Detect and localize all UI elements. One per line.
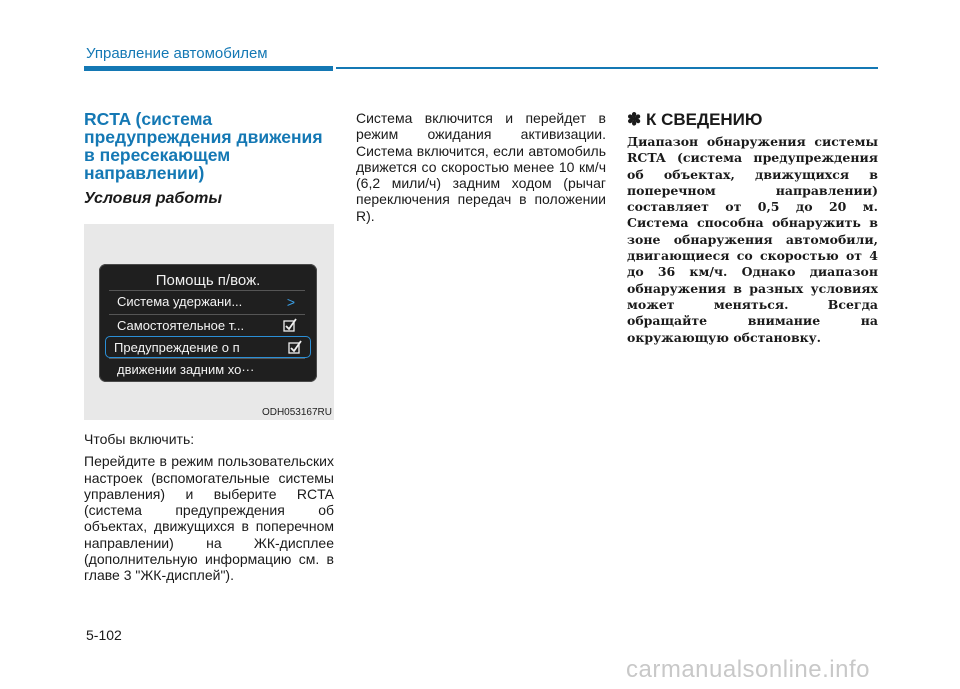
paragraph-system-activation: Система включится и перейдет в режим ожидания активизации. Система включится, если автомобиль движется со скоростью менее 10 км/ч (6,2 мили/ч) задним ходом (рычаг переключения передач в положении R). xyxy=(356,110,606,224)
page-number: 5-102 xyxy=(86,627,122,643)
section-title: RCTA (система предупреждения движения в пересекающем направлении) xyxy=(84,109,323,183)
lcd-screen xyxy=(99,264,317,382)
column-1 xyxy=(84,110,334,584)
figure-code: ODH053167RU xyxy=(261,407,332,418)
menu-item-autonomous-braking xyxy=(109,314,305,336)
column-2 xyxy=(356,110,606,224)
menu-item-label: движении задним хо··· xyxy=(117,362,255,377)
checkbox-checked-icon xyxy=(283,318,297,332)
column-3-note xyxy=(627,110,878,346)
screen-title: Помощь п/вож. xyxy=(155,272,261,289)
menu-item-rcta-selected xyxy=(105,336,311,358)
menu-item-label: Самостоятельное т... xyxy=(117,318,245,333)
note-title: ✽ К СВЕДЕНИЮ xyxy=(627,110,763,129)
menu-item-label: Предупреждение о п xyxy=(114,340,240,355)
watermark: carmanualsonline.info xyxy=(626,656,870,683)
figure-lcd-screenshot xyxy=(84,224,334,420)
header-title: Управление автомобилем xyxy=(86,45,268,62)
menu-item-rcta-continued xyxy=(109,358,305,380)
header-rule-thin xyxy=(336,67,878,69)
note-body: Диапазон обнаружения системы RCTA (система предупреждения об объектах, движущихся в поперечном направлении) составляет от 0,5 до 20 м. Система способна обнаружить в зоне обнаружения автомобили, двигающиеся со скоростью от 4 до 36 км/ч. Однако диапазон обнаружения в разных условиях может меняться. Всегда обращайте внимание на окружающую обстановку. xyxy=(627,134,878,345)
paragraph-enable-instructions: Перейдите в режим пользовательских настроек (вспомогательные системы управления) и выберите RCTA (система предупреждения об объектах, движущихся в поперечном направлении) на ЖК-дисплее (дополнительную информацию см. в главе 3 "ЖК-дисплей"). xyxy=(84,453,334,584)
menu-item-label: Система удержани... xyxy=(117,294,243,309)
paragraph-enable-heading: Чтобы включить: xyxy=(84,431,195,447)
header-rule-thick xyxy=(84,66,333,71)
subsection-title: Условия работы xyxy=(84,190,222,207)
menu-item-lane-keeping xyxy=(109,290,305,312)
chevron-right-icon: > xyxy=(286,294,295,310)
checkbox-checked-icon xyxy=(288,340,302,354)
